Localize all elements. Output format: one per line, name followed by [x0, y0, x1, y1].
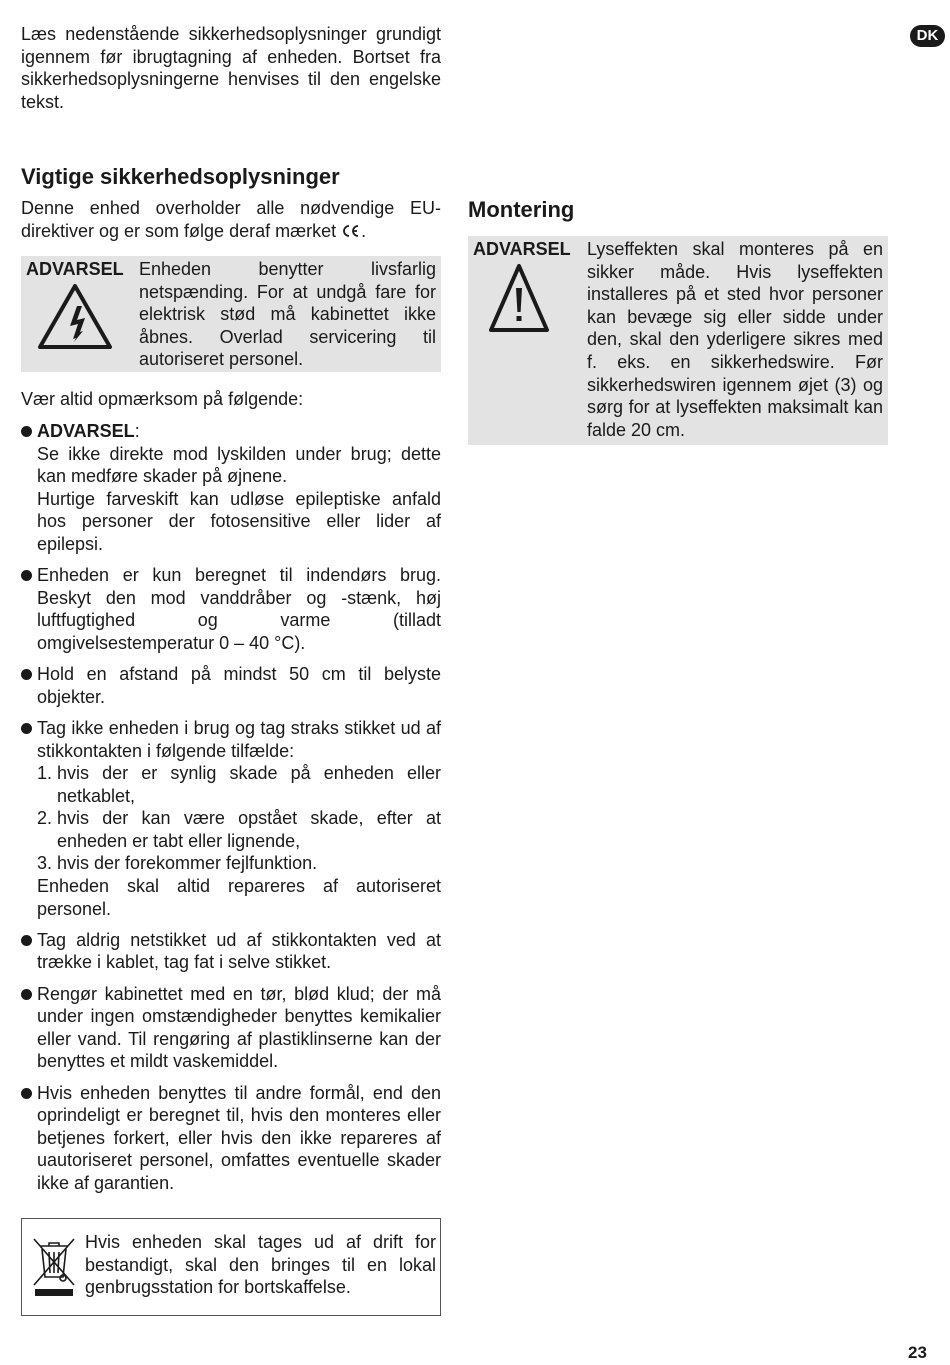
- list-item: ADVARSEL: Se ikke direkte mod lyskilden under brug; dette kan medføre skader på øjnene. Hurtige farveskift kan udløse epileptiske anfald hos personer der fotosensitive eller lider af epilepsi.: [21, 420, 441, 556]
- voltage-warning-box: [21, 256, 441, 372]
- bullet-icon: [21, 669, 32, 680]
- warning-text: Lyseffekten skal monteres på en sikker måde. Hvis lyseffekten installeres på et sted hvor personer kan bevæge sig eller sidde under den, skal den yderligere sikres med f. eks. en sikkerhedswire. Før sikkerhedswiren igennem øjet (3) og sørg for at lyseffekten maksimalt kan falde 20 cm.: [587, 239, 883, 440]
- numbered-item: 1. hvis der er synlig skade på enheden eller netkablet,: [37, 763, 441, 806]
- bullet-icon: [21, 570, 32, 581]
- numbered-item: 3. hvis der forekommer fejlfunktion.: [37, 853, 318, 874]
- list-item: [21, 717, 441, 920]
- bullet-icon: [21, 723, 32, 734]
- safety-heading: Vigtige sikkerhedsoplysninger: [21, 164, 340, 189]
- bullet-text: Hvis enheden benyttes til andre formål, end den oprindeligt er beregnet til, hvis den monteres eller betjenes forkert, eller hvis den ikke repareres af uautoriseret personel, omfattes eventuelle skader ikke af garantien.: [37, 1082, 441, 1193]
- disposal-text: Hvis enheden skal tages ud af drift for bestandigt, skal den bringes til en lokal genbrugsstation for bortskaffelse.: [85, 1232, 436, 1298]
- bullet-text: Enheden er kun beregnet til indendørs brug. Beskyt den mod vanddråber og -stænk, høj luftfugtighed og varme (tilladt omgivelsestemperatur 0 – 40 °C).: [37, 565, 441, 653]
- high-voltage-warning-icon: [37, 282, 113, 352]
- list-item: [21, 663, 441, 708]
- bullet-warning-label: ADVARSEL: [37, 421, 135, 441]
- warning-label: ADVARSEL: [26, 259, 124, 279]
- warning-text: Enheden benytter livsfarlig netspænding. For at undgå fare for elektrisk stød må kabinettet ikke åbnes. Overlad servicering til autoriseret personel.: [139, 259, 436, 370]
- mounting-warning-box: [468, 236, 888, 445]
- crossed-out-wheelie-bin-icon: [29, 1233, 79, 1301]
- language-badge: DK: [910, 25, 945, 47]
- warning-label: ADVARSEL: [473, 239, 571, 259]
- list-item: [21, 1082, 441, 1195]
- bullet-icon: [21, 426, 32, 437]
- bullet-text: Se ikke direkte mod lyskilden under brug; dette kan medføre skader på øjnene.: [37, 443, 441, 487]
- list-item: [21, 564, 441, 654]
- list-item: [21, 929, 441, 974]
- mounting-heading: Montering: [468, 197, 575, 222]
- bullet-icon: [21, 1088, 32, 1099]
- numbered-item: 2. hvis der kan være opstået skade, efter at enheden er tabt eller lignende,: [37, 808, 441, 851]
- ce-text: Denne enhed overholder alle nødvendige EU-direktiver og er som følge deraf mærket: [21, 198, 441, 241]
- attention-line: Vær altid opmærksom på følgende:: [21, 389, 304, 409]
- bullet-text: Enheden skal altid repareres af autoriseret personel.: [37, 876, 441, 919]
- bullet-text: Rengør kabinettet med en tør, blød klud; der må under ingen omstændigheder benyttes kemikalier eller vand. Til rengøring af plastiklinserne kan der benyttes et mildt vaskemiddel.: [37, 983, 441, 1072]
- ce-paragraph: Denne enhed overholder alle nødvendige EU-direktiver og er som følge deraf mærket .: [21, 198, 441, 241]
- bullet-text: Tag ikke enheden i brug og tag straks stikket ud af stikkontakten i følgende tilfælde:: [37, 717, 441, 761]
- bullet-text: Hurtige farveskift kan udløse epileptiske anfald hos personer der fotosensitive eller lider af epilepsi.: [37, 488, 441, 554]
- safety-bullet-list: [21, 420, 441, 1203]
- bullet-icon: [21, 989, 32, 1000]
- ce-mark-icon: [341, 224, 361, 238]
- page-number: 23: [908, 1343, 927, 1362]
- bullet-text: Tag aldrig netstikket ud af stikkontakten ved at trække i kablet, tag fat i selve stikket.: [37, 929, 441, 973]
- disposal-box: [21, 1218, 441, 1316]
- bullet-icon: [21, 935, 32, 946]
- intro-paragraph: Læs nedenstående sikkerhedsoplysninger grundigt igennem før ibrugtagning af enheden. Bortset fra sikkerhedsoplysningerne henvises til den engelske tekst.: [21, 24, 441, 112]
- bullet-text: Hold en afstand på mindst 50 cm til belyste objekter.: [37, 664, 441, 707]
- list-item: [21, 983, 441, 1073]
- exclamation-warning-icon: [488, 262, 550, 336]
